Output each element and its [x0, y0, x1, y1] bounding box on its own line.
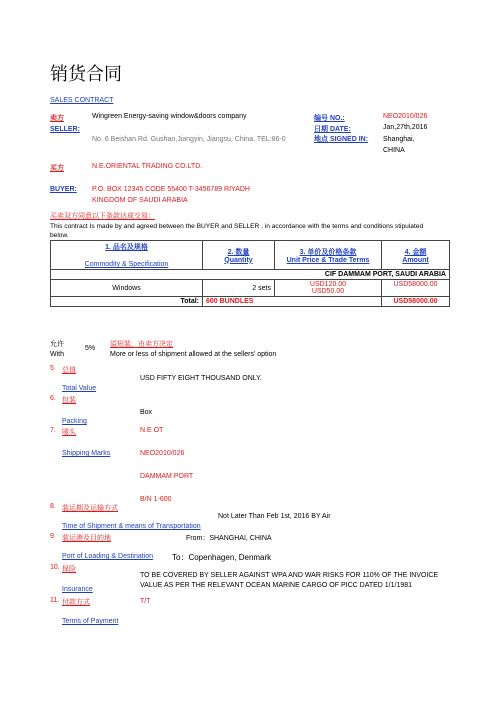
buyer-label-en: BUYER: — [50, 186, 77, 193]
trade-terms: CIF DAMMAM PORT, SAUDI ARABIA — [51, 270, 450, 280]
insurance-line-2: VALUE AS PER THE RELEVANT OCEAN MARINE CARGO OF PICC DATED 1/1/1981 — [140, 582, 413, 589]
mark-line-4: B/N 1-600 — [140, 496, 172, 503]
table-header-row — [51, 241, 450, 270]
subtitle: SALES CONTRACT — [50, 97, 114, 104]
mark-line-2: NEO2010/026 — [140, 450, 185, 457]
intro-text: This contract Is made by and agreed between the BUYER and SELLER , in accordance with the terms and conditions stipulated below. — [50, 223, 424, 239]
section-10-en: Insurance — [62, 586, 93, 593]
buyer-address-2: KINGDOM OF SAUDI ARABIA — [92, 197, 188, 204]
shipment-value: Not Later Than Feb 1st, 2016 BY Air — [218, 513, 331, 520]
insurance-line-1: TO BE COVERED BY SELLER AGAINST WPA AND WAR RISKS FOR 110% OF THE INVOICE — [140, 572, 439, 579]
buyer-label-cn: 买方 — [50, 164, 64, 172]
mark-line-3: DAMMAM PORT — [140, 473, 194, 480]
date-label: 日期 DATE: — [314, 126, 351, 133]
section-7-en: Shipping Marks — [62, 450, 111, 457]
item-price-1: USD120.00 — [309, 281, 347, 288]
section-9-en: Port of Loading & Destination — [62, 553, 154, 560]
allow-percent: 5% — [85, 345, 96, 352]
section-8-cn: 装运期及运输方式 — [62, 504, 118, 512]
header-commodity-cn: 1. 品名及规格 — [105, 244, 148, 251]
total-qty: 600 BUNDLES — [203, 297, 382, 307]
terms-table — [50, 240, 450, 307]
place-value-1: Shanghai, — [383, 136, 415, 143]
section-9-cn: 装运港及目的地 — [62, 534, 111, 542]
section-11-cn: 付款方式 — [62, 598, 90, 606]
section-11-en: Terms of Payment — [62, 618, 119, 625]
seller-address: No. 6 Beishan Rd. Gushan,Jiangyin, Jiangsu, China. TEL:86-0 — [92, 136, 286, 143]
section-8-num: 8. — [50, 503, 56, 510]
seller-label-en: SELLER: — [50, 126, 80, 133]
port-to: To：Copenhagen, Denmark — [172, 553, 272, 562]
packing-value: Box — [140, 409, 153, 416]
section-9-num: 9. — [50, 533, 56, 540]
section-6-cn: 包装 — [62, 396, 76, 404]
allow-text: More or less of shipment allowed at the sellers' option — [110, 351, 277, 358]
section-6-en: Packing — [62, 418, 87, 425]
table-row — [51, 280, 450, 297]
seller-name: Wingreen Energy-saving window&doors company — [92, 113, 247, 120]
total-label: Total: — [51, 297, 203, 307]
total-amount: USD58000.00 — [382, 297, 450, 307]
header-price-cn: 3. 单价及价格条款 — [299, 248, 357, 256]
section-5-cn: 总值 — [62, 366, 76, 374]
place-label: 地点 SIGNED IN: — [314, 136, 369, 143]
seller-label-cn: 卖方 — [50, 114, 64, 122]
header-quantity-cn: 2. 数量 — [227, 248, 250, 256]
section-10-cn: 保险 — [62, 565, 76, 573]
item-name: Windows — [51, 280, 203, 297]
page-title: 销货合同 — [50, 64, 122, 85]
total-value: USD FIFTY EIGHT THOUSAND ONLY. — [140, 375, 262, 382]
allow-with: With — [50, 351, 64, 358]
allow-note-cn: 溢短装，由卖方决定 — [110, 340, 173, 348]
mark-line-1: N.E OT — [140, 427, 164, 434]
contract-no-label: 编号 NO.: — [314, 115, 345, 122]
buyer-address-1: P.O. BOX 12345 CODE 55400 T-3456789 RIYADH — [92, 186, 250, 193]
header-price-en: Unit Price & Trade Terms — [286, 256, 370, 264]
place-value-2: CHINA — [383, 147, 405, 154]
table-terms-row — [51, 270, 450, 280]
section-6-num: 6. — [50, 395, 56, 402]
header-amount-cn: 4. 金额 — [404, 248, 427, 256]
header-amount-en: Amount — [402, 256, 429, 264]
buyer-name: N.E.ORIENTAL TRADING CO.LTD. — [92, 163, 203, 170]
header-quantity-en: Quantity — [224, 256, 253, 264]
payment-value: T/T — [140, 598, 151, 605]
allow-label-cn: 允许 — [50, 340, 64, 348]
section-5-num: 5. — [50, 365, 56, 372]
section-5-en: Total Value — [62, 385, 97, 392]
table-total-row — [51, 297, 450, 307]
section-11-num: 11. — [50, 597, 60, 604]
port-from: From：SHANGHAI, CHINA — [186, 535, 272, 542]
section-10-num: 10. — [50, 564, 60, 571]
date-value: Jan,27th,2016 — [383, 124, 428, 131]
contract-no-value: NEO2010/026 — [383, 113, 428, 120]
section-7-cn: 唛头 — [62, 428, 76, 436]
section-8-en: Time of Shipment & means of Transportation — [62, 523, 201, 530]
item-qty: 2 sets — [203, 280, 275, 297]
section-7-num: 7. — [50, 427, 56, 434]
item-amount: USD58000.00 — [382, 280, 450, 297]
item-price-2: USD50.00 — [311, 288, 345, 295]
header-commodity-en: Commodity & Specification — [84, 261, 169, 268]
agree-note: 买卖双方同意以下条款达成交易： — [50, 212, 155, 220]
